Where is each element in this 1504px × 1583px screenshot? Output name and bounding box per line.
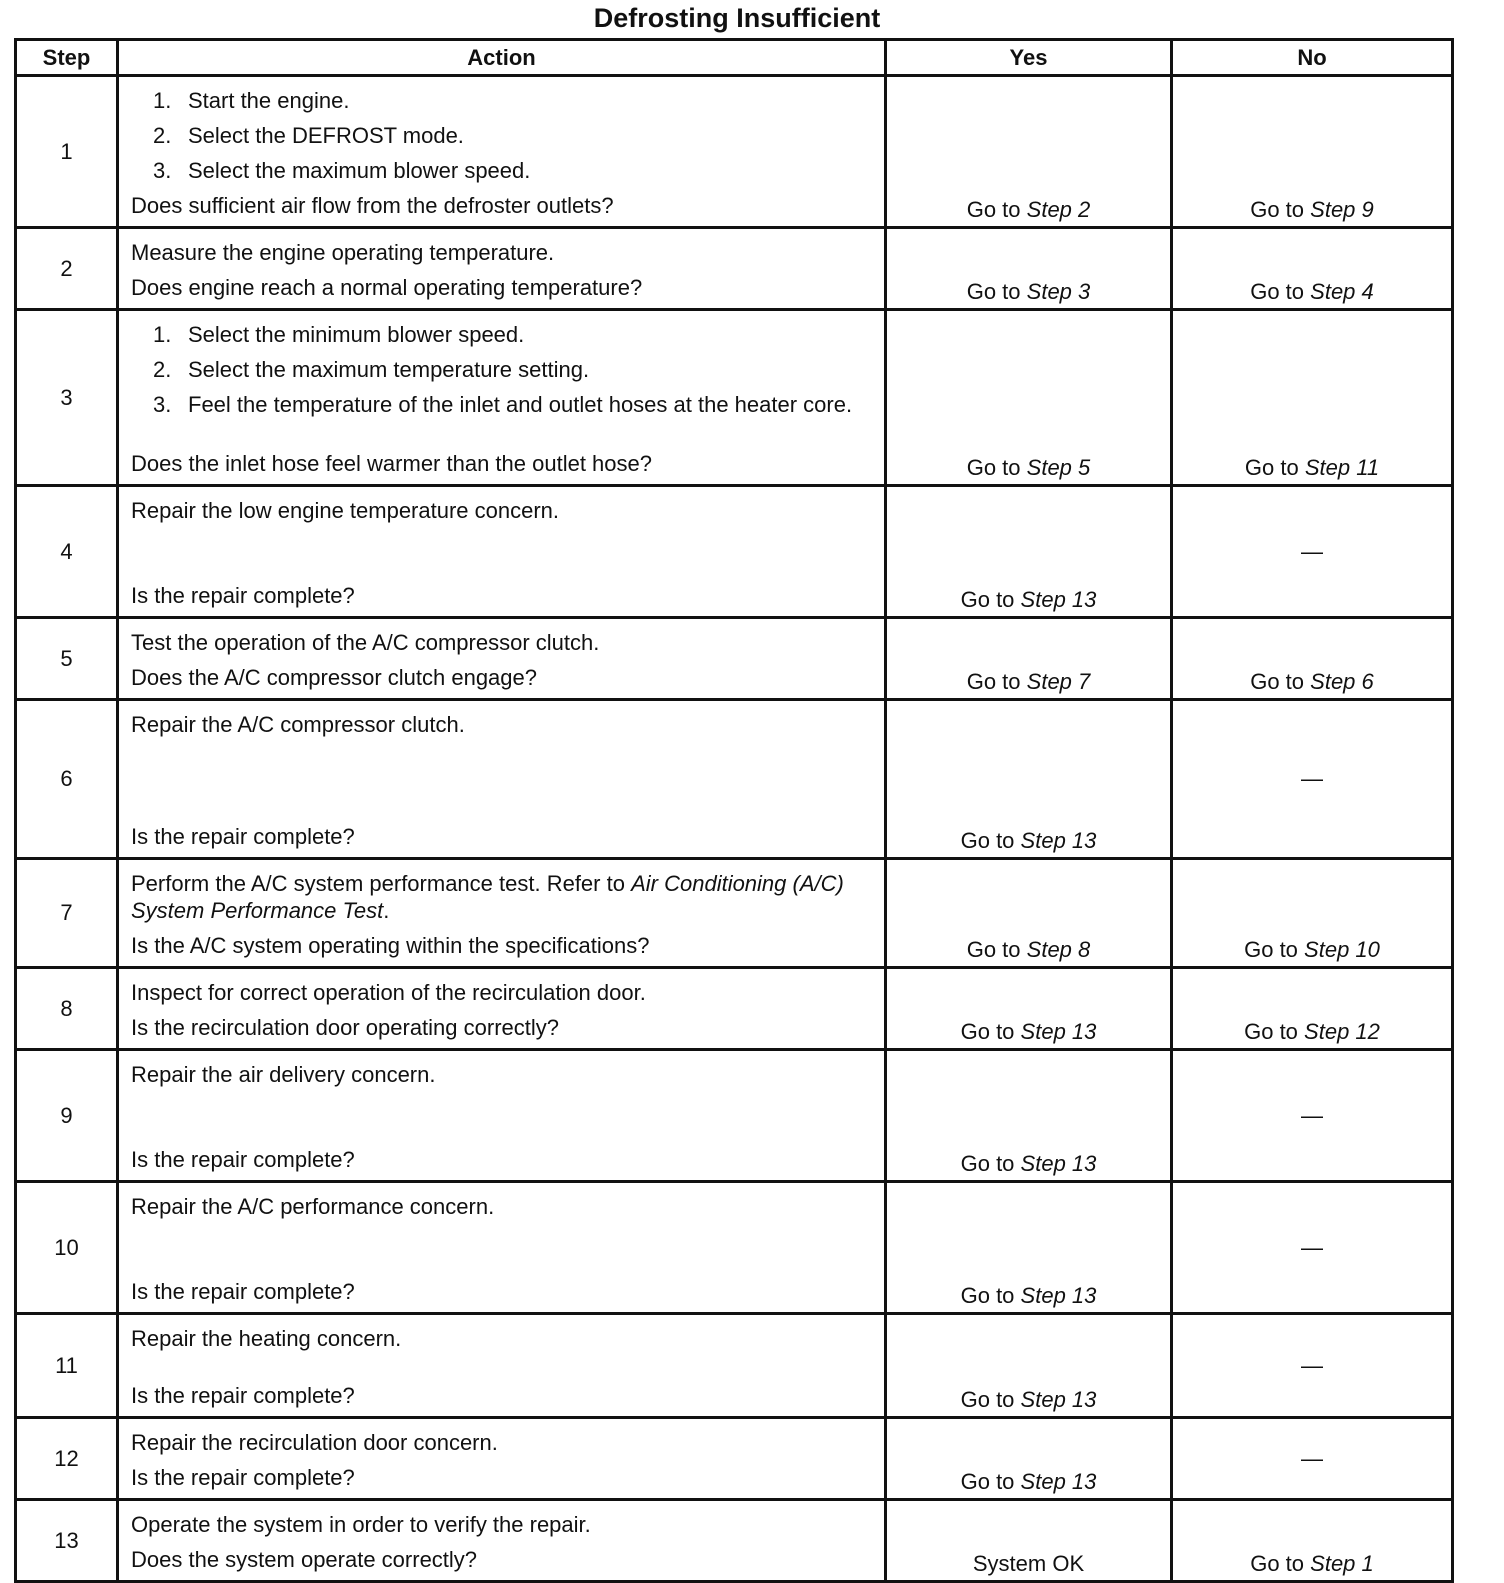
no-cell — [1172, 1418, 1453, 1500]
action-content — [119, 619, 884, 698]
action-instructions — [131, 866, 878, 928]
yes-goto-step: Step 13 — [1020, 1387, 1097, 1412]
yes-cell — [886, 1314, 1172, 1418]
table-row — [16, 1500, 1453, 1582]
goto-prefix: Go to — [966, 937, 1021, 962]
goto-prefix: Go to — [1244, 937, 1298, 962]
substep-text: Feel the temperature of the inlet and outlet hoses at the heater core. — [188, 392, 853, 417]
instruction-main: Repair the low engine temperature concern. — [131, 498, 560, 523]
question-text: Is the repair complete? — [131, 824, 355, 849]
table-row — [16, 486, 1453, 618]
question-text: Is the recirculation door operating correctly? — [131, 1015, 559, 1040]
action-instructions — [131, 1057, 878, 1092]
action-content — [119, 860, 884, 966]
header-row — [16, 40, 1453, 76]
no-goto-step: Step 6 — [1310, 669, 1374, 694]
action-content — [119, 969, 884, 1048]
step-number: 10 — [16, 1182, 118, 1314]
action-instructions — [131, 707, 878, 742]
table-row — [16, 700, 1453, 859]
step-number: 7 — [16, 859, 118, 968]
goto-prefix: Go to — [966, 669, 1021, 694]
action-cell — [118, 76, 886, 228]
instruction-main: Operate the system in order to verify the repair. — [131, 1512, 591, 1537]
no-cell — [1172, 968, 1453, 1050]
yes-goto-step: Step 13 — [1020, 1283, 1097, 1308]
yes-goto-step: Step 13 — [1020, 587, 1097, 612]
action-cell — [118, 700, 886, 859]
substep-item — [131, 387, 878, 422]
yes-cell — [886, 1418, 1172, 1500]
table-body — [16, 76, 1453, 1582]
table-row — [16, 618, 1453, 700]
yes-cell — [886, 486, 1172, 618]
substep-number: 2. — [153, 123, 172, 148]
goto-prefix: Go to — [1250, 1551, 1305, 1576]
substep-number: 1. — [153, 88, 172, 113]
action-content — [119, 487, 884, 616]
step-number: 1 — [16, 76, 118, 228]
yes-cell — [886, 618, 1172, 700]
step-number: 8 — [16, 968, 118, 1050]
yes-cell — [886, 310, 1172, 486]
reference-suffix: . — [383, 898, 390, 923]
action-cell — [118, 486, 886, 618]
action-instructions — [131, 1321, 878, 1356]
question-text: Does the system operate correctly? — [131, 1547, 478, 1572]
question-text: Is the A/C system operating within the specifications? — [131, 933, 650, 958]
step-number: 9 — [16, 1050, 118, 1182]
goto-prefix: Go to — [1250, 279, 1305, 304]
instruction-main: Test the operation of the A/C compressor clutch. — [131, 630, 600, 655]
no-goto-step: Step 1 — [1310, 1551, 1374, 1576]
substep-number: 1. — [153, 322, 172, 347]
yes-cell — [886, 76, 1172, 228]
instruction-main: Repair the A/C compressor clutch. — [131, 712, 465, 737]
action-content — [119, 1051, 884, 1180]
instruction-text — [131, 1057, 878, 1092]
action-instructions — [131, 493, 878, 528]
action-content — [119, 701, 884, 857]
action-content — [119, 1419, 884, 1498]
yes-cell — [886, 700, 1172, 859]
table-row — [16, 1050, 1453, 1182]
goto-prefix: Go to — [1244, 1019, 1298, 1044]
goto-prefix: Go to — [1250, 669, 1305, 694]
yes-cell — [886, 968, 1172, 1050]
goto-prefix: Go to — [1250, 197, 1305, 222]
step-number: 12 — [16, 1418, 118, 1500]
action-cell — [118, 859, 886, 968]
no-cell — [1172, 1314, 1453, 1418]
action-cell — [118, 310, 886, 486]
instruction-text — [131, 235, 878, 270]
no-cell — [1172, 1182, 1453, 1314]
no-cell — [1172, 859, 1453, 968]
step-number: 6 — [16, 700, 118, 859]
instruction-main: Perform the A/C system performance test. Refer to — [131, 871, 625, 896]
instruction-text — [131, 866, 878, 928]
question-text: Is the repair complete? — [131, 1147, 355, 1172]
instruction-main: Repair the air delivery concern. — [131, 1062, 436, 1087]
table-row — [16, 76, 1453, 228]
action-content — [119, 1183, 884, 1312]
no-cell — [1172, 618, 1453, 700]
yes-goto-step: Step 3 — [1026, 279, 1091, 304]
column-header-step: Step — [16, 40, 118, 76]
reference-link-text: Air Conditioning (A/C) System Performance Test — [131, 871, 844, 923]
column-header-no: No — [1172, 40, 1453, 76]
substep-item — [131, 317, 878, 352]
no-goto-step: Step 10 — [1304, 937, 1380, 962]
yes-goto-step: Step 13 — [1020, 1019, 1097, 1044]
question-text: Does the A/C compressor clutch engage? — [131, 665, 538, 690]
table-row — [16, 968, 1453, 1050]
question-text: Is the repair complete? — [131, 583, 355, 608]
yes-cell — [886, 1050, 1172, 1182]
substep-number: 3. — [153, 158, 172, 183]
no-dash: — — [1301, 1445, 1323, 1471]
action-cell — [118, 1314, 886, 1418]
action-instructions — [131, 1507, 878, 1542]
goto-prefix: Go to — [960, 587, 1015, 612]
page-title: Defrosting Insufficient — [593, 3, 881, 33]
action-instructions — [131, 625, 878, 660]
no-dash: — — [1301, 1352, 1323, 1378]
yes-goto-step: Step 13 — [1020, 1151, 1097, 1176]
column-header-action: Action — [118, 40, 886, 76]
yes-goto-step: Step 5 — [1026, 455, 1091, 480]
action-content — [119, 1315, 884, 1416]
yes-goto-step: Step 13 — [1020, 1469, 1097, 1494]
table-row — [16, 859, 1453, 968]
table-row — [16, 1314, 1453, 1418]
no-cell — [1172, 310, 1453, 486]
no-dash: — — [1301, 538, 1323, 564]
action-instructions — [131, 1425, 878, 1460]
substep-text: Select the maximum blower speed. — [188, 158, 531, 183]
goto-prefix: Go to — [960, 1469, 1015, 1494]
step-number: 4 — [16, 486, 118, 618]
table-row — [16, 1182, 1453, 1314]
goto-prefix: Go to — [960, 1019, 1015, 1044]
substep-item — [131, 118, 878, 153]
column-header-yes: Yes — [886, 40, 1172, 76]
substep-list — [131, 83, 878, 188]
instruction-main: Repair the heating concern. — [131, 1326, 402, 1351]
no-cell — [1172, 1050, 1453, 1182]
action-cell — [118, 1182, 886, 1314]
no-dash: — — [1301, 1234, 1323, 1260]
action-instructions — [131, 317, 878, 422]
substep-item — [131, 83, 878, 118]
goto-prefix: Go to — [960, 1151, 1015, 1176]
substep-text: Select the DEFROST mode. — [188, 123, 464, 148]
goto-prefix: Go to — [966, 279, 1021, 304]
no-cell — [1172, 1500, 1453, 1582]
no-cell — [1172, 700, 1453, 859]
goto-prefix: Go to — [966, 197, 1021, 222]
goto-prefix: Go to — [960, 1283, 1015, 1308]
no-goto-step: Step 12 — [1304, 1019, 1380, 1044]
action-content — [119, 77, 884, 226]
question-text: Does engine reach a normal operating temperature? — [131, 275, 643, 300]
no-dash: — — [1301, 1102, 1323, 1128]
yes-goto-step: Step 13 — [1020, 828, 1097, 853]
question-text: Does sufficient air flow from the defroster outlets? — [131, 193, 614, 218]
step-number: 13 — [16, 1500, 118, 1582]
no-cell — [1172, 486, 1453, 618]
action-content — [119, 311, 884, 484]
action-instructions — [131, 235, 878, 270]
step-number: 3 — [16, 310, 118, 486]
action-cell — [118, 1418, 886, 1500]
diagnostic-table — [14, 38, 1454, 1583]
yes-result: System OK — [972, 1551, 1085, 1576]
substep-text: Select the minimum blower speed. — [188, 322, 525, 347]
instruction-text — [131, 1507, 878, 1542]
instruction-main: Inspect for correct operation of the recirculation door. — [131, 980, 646, 1005]
yes-cell — [886, 1182, 1172, 1314]
action-cell — [118, 228, 886, 310]
yes-cell — [886, 1500, 1172, 1582]
action-content — [119, 229, 884, 308]
step-number: 2 — [16, 228, 118, 310]
no-cell — [1172, 228, 1453, 310]
action-cell — [118, 1500, 886, 1582]
table-row — [16, 228, 1453, 310]
instruction-text — [131, 1189, 878, 1224]
yes-goto-step: Step 7 — [1026, 669, 1091, 694]
instruction-text — [131, 1425, 878, 1460]
question-text: Is the repair complete? — [131, 1279, 355, 1304]
table-row — [16, 310, 1453, 486]
step-number: 5 — [16, 618, 118, 700]
substep-text: Select the maximum temperature setting. — [188, 357, 590, 382]
no-goto-step: Step 4 — [1310, 279, 1374, 304]
action-instructions — [131, 975, 878, 1010]
action-instructions — [131, 83, 878, 188]
question-text: Is the repair complete? — [131, 1383, 355, 1408]
instruction-text — [131, 625, 878, 660]
yes-cell — [886, 228, 1172, 310]
substep-item — [131, 352, 878, 387]
action-cell — [118, 618, 886, 700]
instruction-main: Repair the A/C performance concern. — [131, 1194, 495, 1219]
goto-prefix: Go to — [960, 828, 1015, 853]
no-dash: — — [1301, 766, 1323, 791]
question-text: Is the repair complete? — [131, 1465, 355, 1490]
goto-prefix: Go to — [966, 455, 1021, 480]
action-cell — [118, 1050, 886, 1182]
table-row — [16, 1418, 1453, 1500]
substep-number: 2. — [153, 357, 172, 382]
instruction-text — [131, 493, 878, 528]
instruction-main: Repair the recirculation door concern. — [131, 1430, 498, 1455]
substep-item — [131, 153, 878, 188]
instruction-text — [131, 1321, 878, 1356]
substep-number: 3. — [153, 392, 172, 417]
goto-prefix: Go to — [960, 1387, 1015, 1412]
instruction-text — [131, 707, 878, 742]
no-cell — [1172, 76, 1453, 228]
goto-prefix: Go to — [1244, 455, 1299, 480]
substep-text: Start the engine. — [188, 88, 350, 113]
step-number: 11 — [16, 1314, 118, 1418]
instruction-text — [131, 975, 878, 1010]
action-instructions — [131, 1189, 878, 1224]
yes-goto-step: Step 8 — [1026, 937, 1091, 962]
no-goto-step: Step 9 — [1310, 197, 1374, 222]
yes-cell — [886, 859, 1172, 968]
action-cell — [118, 968, 886, 1050]
yes-goto-step: Step 2 — [1026, 197, 1091, 222]
substep-list — [131, 317, 878, 422]
question-text: Does the inlet hose feel warmer than the outlet hose? — [131, 451, 652, 476]
instruction-main: Measure the engine operating temperature. — [131, 240, 555, 265]
action-content — [119, 1501, 884, 1580]
no-goto-step: Step 11 — [1304, 455, 1380, 480]
